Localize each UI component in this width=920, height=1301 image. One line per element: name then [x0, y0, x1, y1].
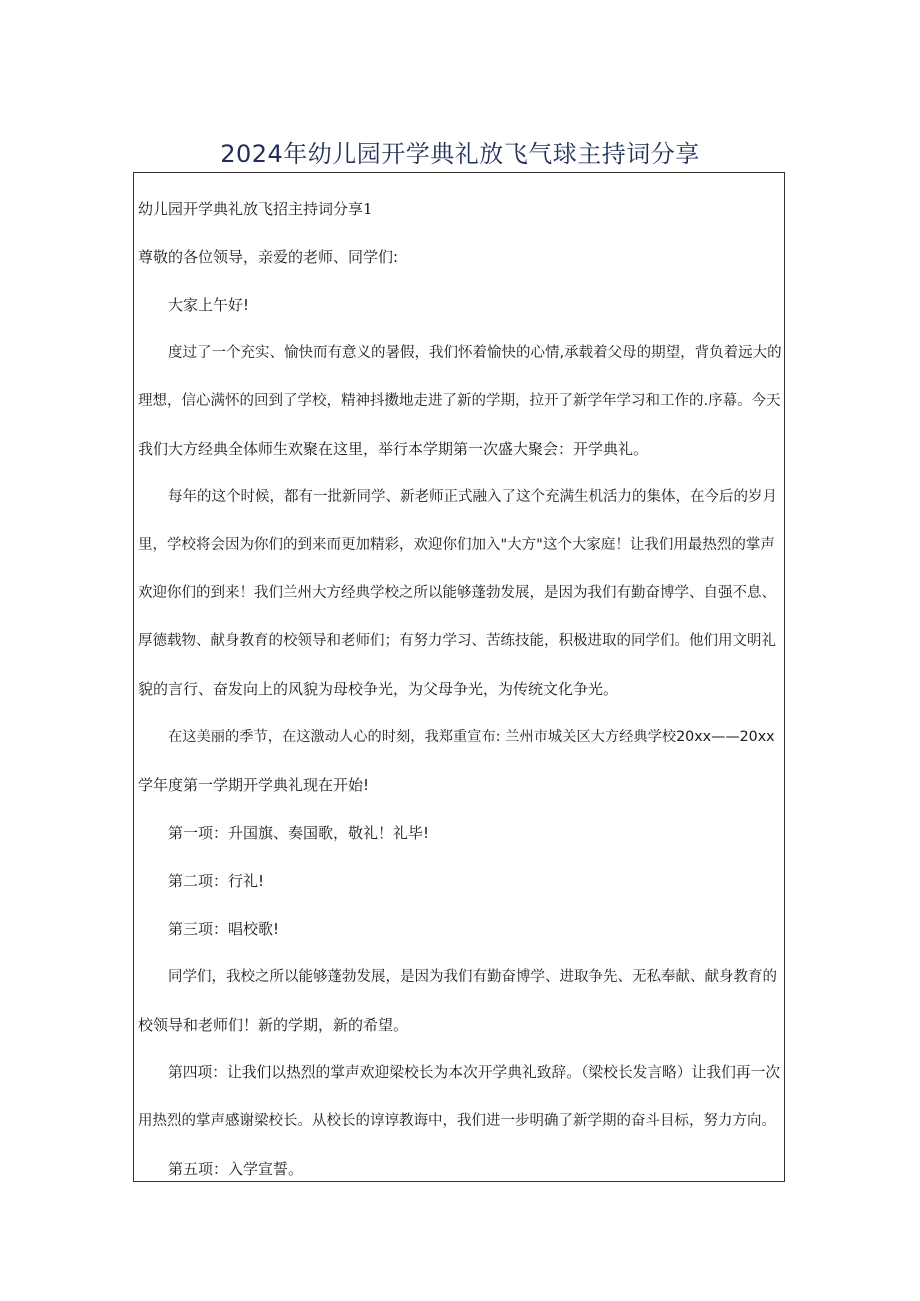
- text-line: 理想，信心满怀的回到了学校，精神抖擞地走进了新的学期，拉开了新学年学习和工作的.序幕。今天: [138, 393, 781, 409]
- text-line: 第二项：行礼!: [168, 872, 265, 890]
- document-body: [133, 172, 785, 1182]
- text-line: 厚德载物、献身教育的校领导和老师们；有努力学习、苦练技能，积极进取的同学们。他们用文明礼: [138, 633, 776, 649]
- text-line: 大家上午好!: [168, 296, 250, 314]
- text-line: 校领导和老师们！新的学期，新的希望。: [138, 1016, 409, 1034]
- text-line: 同学们，我校之所以能够蓬勃发展，是因为我们有勤奋博学、进取争先、无私奉献、献身教育的: [168, 969, 777, 985]
- document-title: 2024年幼儿园开学典礼放飞气球主持词分享: [220, 140, 700, 169]
- text-line: 用热烈的掌声感谢梁校长。从校长的谆谆教诲中，我们进一步明确了新学期的奋斗目标，努力方向。: [138, 1113, 776, 1129]
- section-heading: 幼儿园开学典礼放飞招主持词分享1: [138, 200, 373, 218]
- text-line: 度过了一个充实、愉快而有意义的暑假，我们怀着愉快的心情,承载着父母的期望，背负着远大的: [168, 345, 782, 361]
- text-line: 貌的言行、奋发向上的风貌为母校争光，为父母争光，为传统文化争光。: [138, 680, 619, 698]
- text-line: 第一项：升国旗、奏国歌，敬礼！礼毕!: [168, 824, 430, 842]
- text-line: 我们大方经典全体师生欢聚在这里，举行本学期第一次盛大聚会：开学典礼。: [138, 440, 649, 458]
- text-line: 学年度第一学期开学典礼现在开始!: [138, 776, 370, 794]
- text-line: 第五项：入学宣誓。: [168, 1160, 304, 1178]
- text-line: 尊敬的各位领导，亲爱的老师、同学们:: [138, 248, 399, 266]
- text-line: 第四项：让我们以热烈的掌声欢迎梁校长为本次开学典礼致辞。（梁校长发言略）让我们再一次: [168, 1064, 781, 1081]
- text-line: 在这美丽的季节，在这激动人心的时刻，我郑重宣布: 兰州市城关区大方经典学校20xx——20xx: [168, 729, 775, 745]
- text-line: 里，学校将会因为你们的到来而更加精彩，欢迎你们加入"大方"这个大家庭！让我们用最热烈的掌声: [138, 537, 775, 553]
- text-line: 第三项：唱校歌!: [168, 920, 280, 938]
- text-line: 每年的这个时候，都有一批新同学、新老师正式融入了这个充满生机活力的集体，在今后的岁月: [168, 489, 777, 505]
- text-line: 欢迎你们的到来！我们兰州大方经典学校之所以能够蓬勃发展，是因为我们有勤奋博学、自强不息、: [138, 585, 776, 601]
